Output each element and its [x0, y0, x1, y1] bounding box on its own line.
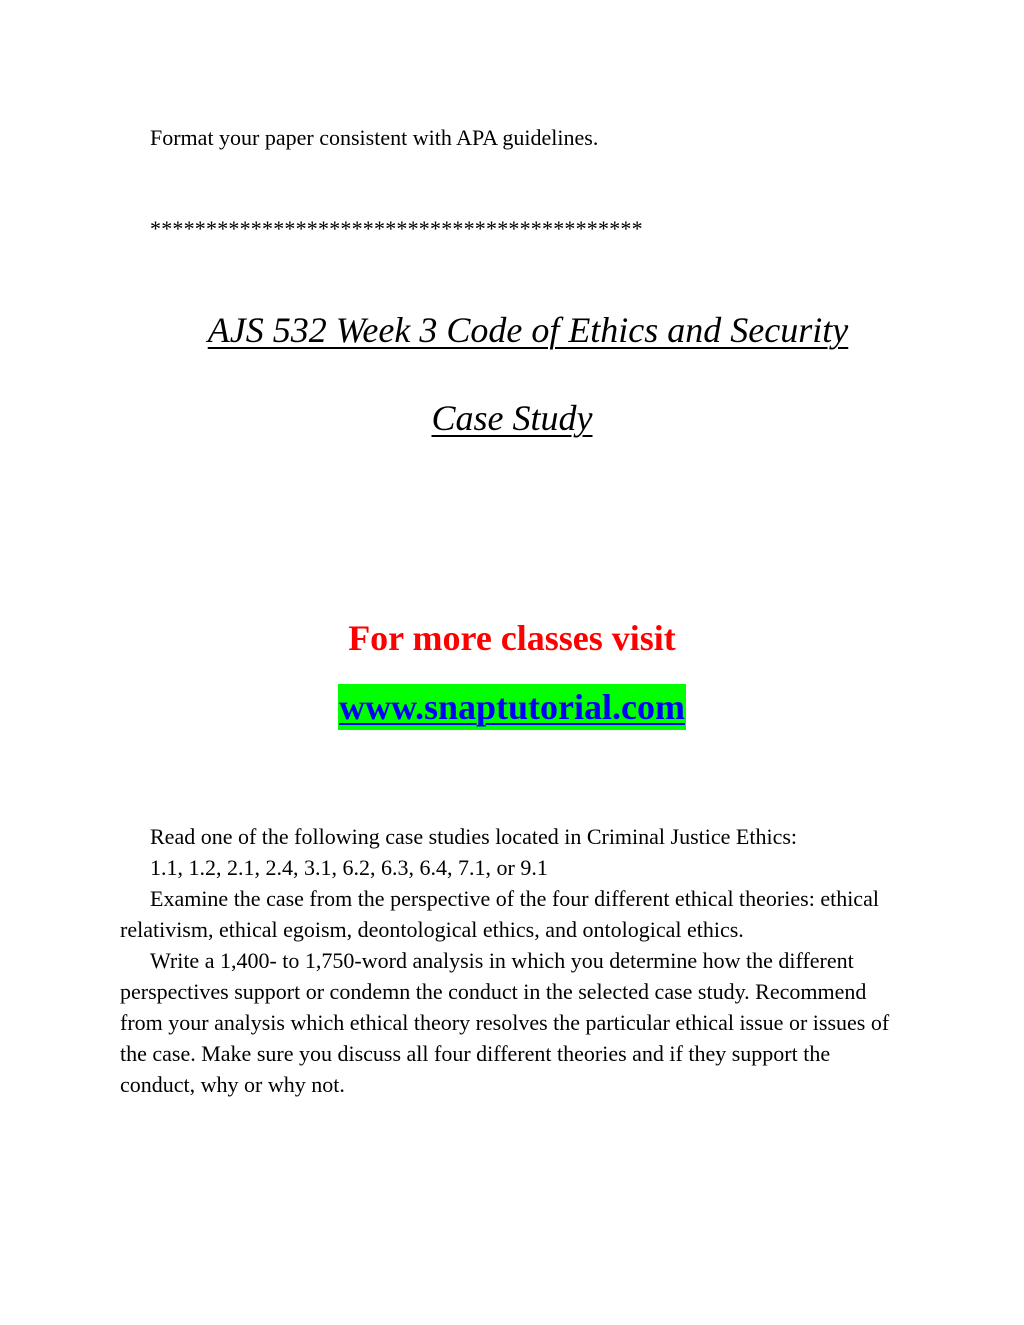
assignment-instructions [120, 821, 910, 1100]
promo-link-wrapper [0, 684, 1024, 730]
document-title-line-1: AJS 532 Week 3 Code of Ethics and Security [207, 310, 849, 350]
instruction-paragraph-1: Read one of the following case studies located in Criminal Justice Ethics: [150, 824, 798, 849]
separator-stars: ******************************************** [150, 216, 643, 241]
instruction-paragraph-2: Examine the case from the perspective of the four different ethical theories: ethical relativism, ethical egoism, deontological ethics, and ontological ethics. [120, 886, 879, 942]
format-note: Format your paper consistent with APA guidelines. [150, 125, 599, 150]
document-title-line-2: Case Study [431, 398, 593, 438]
instruction-case-list: 1.1, 1.2, 2.1, 2.4, 3.1, 6.2, 6.3, 6.4, 7.1, or 9.1 [150, 855, 548, 880]
instruction-paragraph-3: Write a 1,400- to 1,750-word analysis in which you determine how the different perspectives support or condemn the conduct in the selected case study. Recommend from your analysis which ethical theory resolves the particular ethical issue or issues of the case. Make sure you discuss all four different theories and if they support the conduct, why or why not. [120, 948, 890, 1097]
snaptutorial-link[interactable]: www.snaptutorial.com [338, 684, 686, 730]
promo-text: For more classes visit [348, 618, 676, 658]
